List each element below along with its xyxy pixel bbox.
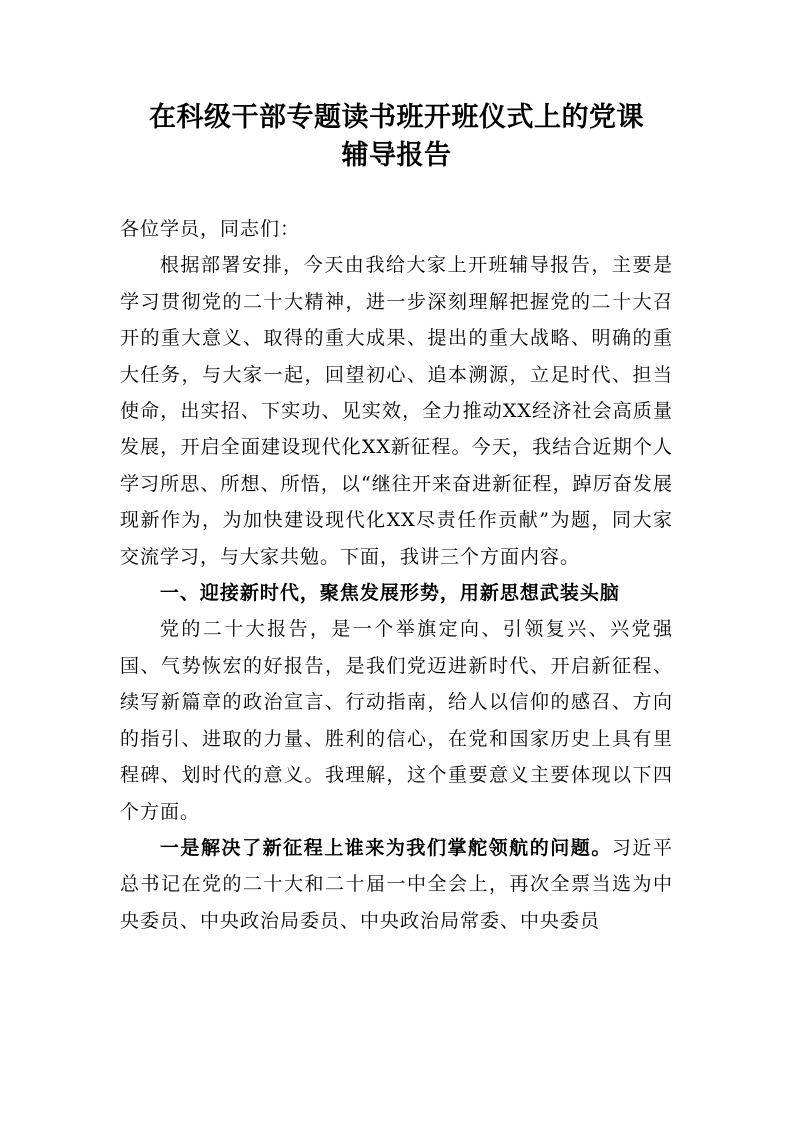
title-line-1: 在科级干部专题读书班开班仪式上的党课 (149, 102, 644, 133)
document-title (120, 0, 673, 175)
point-1-lead: 一是解决了新征程上谁来为我们掌舵领航的问题。 (159, 836, 612, 859)
paragraph-intro: 根据部署安排，今天由我给大家上开班辅导报告，主要是学习贯彻党的二十大精神，进一步深刻理解把握党的二十大召开的重大意义、取得的重大成果、提出的重大战略、明确的重大任务，与大家一起，回望初心、追本溯源，立足时代、担当使命，出实招、下实功、见实效，全力推动XX经济社会高质量发展，开启全面建设现代化XX新征程。今天，我结合近期个人学习所思、所想、所悟，以“继往开来奋进新征程，踔厉奋发展现新作为，为加快建设现代化XX尽责任作贡献”为题，同大家交流学习，与大家共勉。下面，我讲三个方面内容。 (120, 254, 673, 568)
paragraph-point-1 (120, 830, 673, 939)
salutation: 各位学员，同志们： (120, 218, 301, 240)
section-heading-1: 一、迎接新时代，聚焦发展形势，用新思想武装头脑 (159, 582, 620, 605)
paragraph-significance: 党的二十大报告，是一个举旗定向、引领复兴、兴党强国、气势恢宏的好报告，是我们党迈进新时代、开启新征程、续写新篇章的政治宣言、行动指南，给人以信仰的感召、方向的指引、进取的力量、胜利的信心，在党和国家历史上具有里程碑、划时代的意义。我理解，这个重要意义主要体现以下四个方面。 (120, 618, 673, 823)
title-line-2: 辅导报告 (341, 140, 452, 171)
document-body (120, 211, 673, 939)
point-1-text: 习近平总书记在党的二十大和二十届一中全会上，再次全票当选为中央委员、中央政治局委员、中央政治局常委、中央委员 (120, 836, 673, 932)
